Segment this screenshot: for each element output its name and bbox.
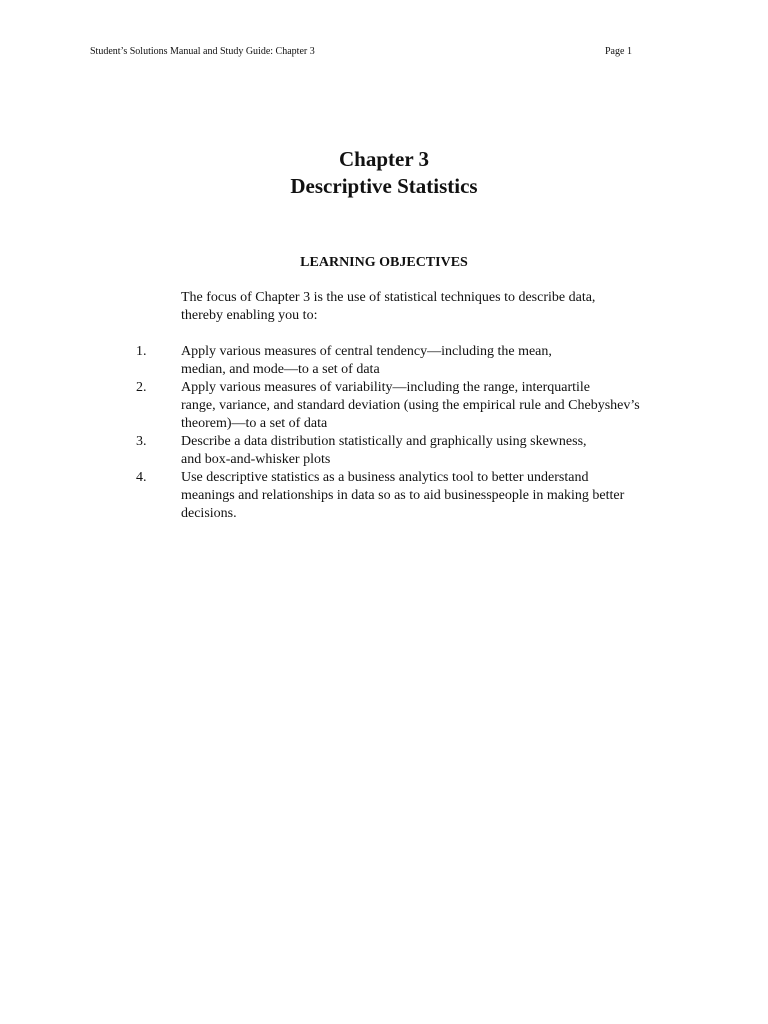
objective-line: Describe a data distribution statistically and graphically using skewness, [181,434,587,449]
chapter-subtitle: Descriptive Statistics [290,174,478,198]
objective-item [136,379,696,433]
objective-text [181,379,696,433]
objective-item [136,343,696,379]
objectives-list [136,343,696,523]
objective-item [136,469,696,523]
objective-line: and box-and-whisker plots [181,452,331,467]
objective-line: Apply various measures of variability—including the range, interquartile [181,380,590,395]
objective-number: 2. [136,380,147,395]
objective-number: 4. [136,470,147,485]
objective-number: 3. [136,434,147,449]
objective-line: Use descriptive statistics as a business analytics tool to better understand [181,470,589,485]
running-header-title: Student’s Solutions Manual and Study Guide: Chapter 3 [90,46,315,57]
objective-line: range, variance, and standard deviation (using the empirical rule and Chebyshev’s [181,398,640,413]
chapter-title-block [0,146,768,200]
objective-text [181,469,696,523]
objective-number: 1. [136,344,147,359]
objective-text [181,433,696,469]
objective-line: theorem)—to a set of data [181,416,328,431]
chapter-number: Chapter 3 [338,147,430,171]
objective-line: Apply various measures of central tendency—including the mean, [181,344,552,359]
intro-paragraph [181,289,651,325]
objective-item [136,433,696,469]
objective-line: median, and mode—to a set of data [181,362,380,377]
objective-text [181,343,696,379]
intro-line: The focus of Chapter 3 is the use of statistical techniques to describe data, [181,290,596,305]
objective-line: meanings and relationships in data so as to aid businesspeople in making better [181,488,625,503]
intro-line: thereby enabling you to: [181,308,318,323]
objective-line: decisions. [181,506,237,521]
section-heading: LEARNING OBJECTIVES [300,255,468,270]
page-number: Page 1 [605,46,632,57]
